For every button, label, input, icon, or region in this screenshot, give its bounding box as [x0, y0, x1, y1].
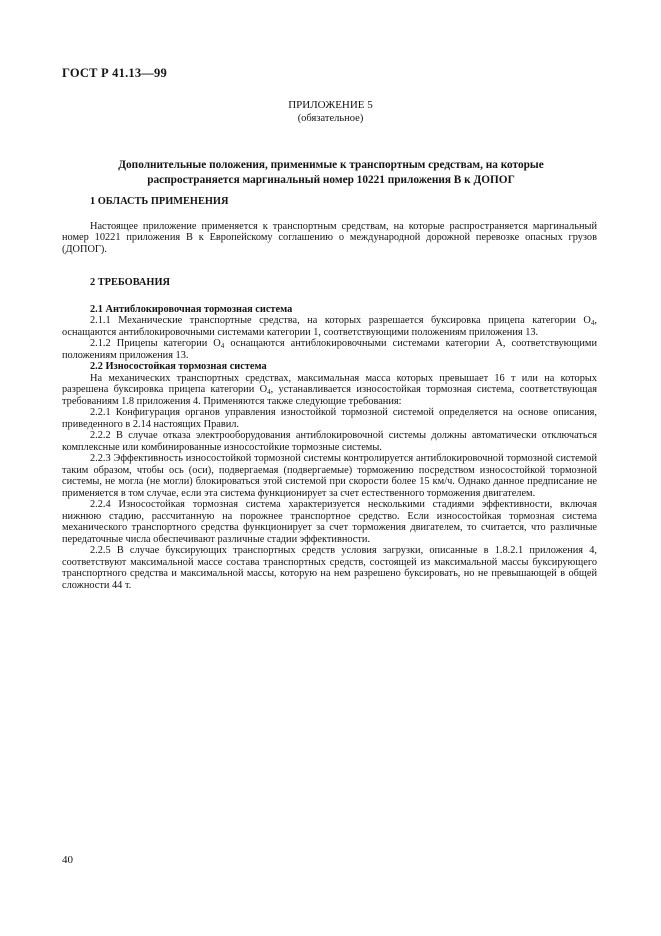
section-2-heading: 2 ТРЕБОВАНИЯ — [90, 277, 170, 288]
document-body — [62, 196, 597, 591]
paragraph-2-2 — [62, 373, 597, 408]
paragraph-2-1-1-text-a: 2.1.1 Механические транспортные средства, на которых разрешается буксировка прицепа категории O — [90, 315, 591, 326]
paragraph-2-1-2-text-a: 2.1.2 Прицепы категории O — [90, 338, 221, 349]
appendix-title — [90, 158, 572, 188]
appendix-label: ПРИЛОЖЕНИЕ 5 — [288, 99, 373, 111]
section-1-paragraph: Настоящее приложение применяется к транспортным средствам, на которые распространяется маргинальный номер 10221 приложения В к Европейскому соглашению о международной дорожной перевозке опасных грузов (ДОПОГ). — [62, 220, 597, 255]
page-number: 40 — [62, 854, 73, 866]
paragraph-2-2-5: 2.2.5 В случае буксирующих транспортных средств условия загрузки, описанные в 1.8.2.1 приложения 4, соответствуют максимальной массе состава транспортных средств, состоящей из максимальной массы буксирующего транспортного средства и максимальной массы, которую на нем разрешено буксировать, но не превышающей в общей сложности 44 т. — [62, 545, 597, 591]
category-subscript: 4 — [267, 388, 271, 396]
subsection-2-2-heading: 2.2 Износостойкая тормозная система — [90, 361, 267, 372]
title-line-1: Дополнительные положения, применимые к транспортным средствам, на которые — [118, 159, 544, 171]
paragraph-2-2-1: 2.2.1 Конфигурация органов управления изностойкой тормозной системой определяется на основе описания, приведенного в 2.14 настоящих Правил. — [62, 407, 597, 430]
category-subscript: 4 — [220, 342, 225, 350]
subsection-2-1-heading: 2.1 Антиблокировочная тормозная система — [90, 303, 293, 315]
appendix-status: (обязательное) — [297, 113, 364, 124]
paragraph-2-2-4: 2.2.4 Износостойкая тормозная система характеризуется несколькими стадиями эффективности, включая нижнюю стадию, рассчитанную на порожнее транспортное средство. Если износостойкая тормозная система механического транспортного средства функционирует за счет торможения двигателем, то считается, что различные передаточные числа обеспечивают различные стадии эффективности. — [62, 499, 597, 545]
category-subscript: 4 — [590, 319, 595, 327]
paragraph-2-1-2 — [62, 338, 597, 361]
title-line-2: распространяется маргинальный номер 10221 приложения В к ДОПОГ — [147, 174, 515, 186]
paragraph-2-2-text-a: На механических транспортных средствах, максимальная масса которых превышает 16 т или на которых разрешена буксировка прицепа категории O — [62, 372, 597, 395]
section-1-heading: 1 ОБЛАСТЬ ПРИМЕНЕНИЯ — [90, 196, 229, 207]
paragraph-2-1-1 — [62, 315, 597, 338]
document-code: ГОСТ Р 41.13—99 — [62, 66, 167, 80]
paragraph-2-1-1-text-b: , оснащаются антиблокировочными системами категории 1, соответствующими положениям приложения 13. — [62, 315, 597, 338]
paragraph-2-2-text-b: , устанавливается износостойкая тормозная система, соответствующая требованиям 1.8 приложения 4. Применяются также следующие требования: — [62, 384, 597, 407]
appendix-heading — [0, 98, 661, 126]
paragraph-2-1-2-text-b: оснащаются антиблокировочными системами категории А, соответствующими положениям приложения 13. — [62, 338, 597, 361]
paragraph-2-2-3: 2.2.3 Эффективность износостойкой тормозной системы контролируется антиблокировочной тормозной системой таким образом, чтобы ось (оси), подвергаемая (подвергаемые) торможению посредством износостойкой тормозной системы, не могла (не могли) блокироваться этой системой при скорости более 15 км/ч. Однако данное предписание не применяется в том случае, если эта система функционирует за счет естественного торможения двигателем. — [62, 453, 597, 499]
paragraph-2-2-2: 2.2.2 В случае отказа электрооборудования антиблокировочной системы должны автоматически отключаться комплексные или комбинированные износостойкие тормозные системы. — [62, 430, 597, 453]
